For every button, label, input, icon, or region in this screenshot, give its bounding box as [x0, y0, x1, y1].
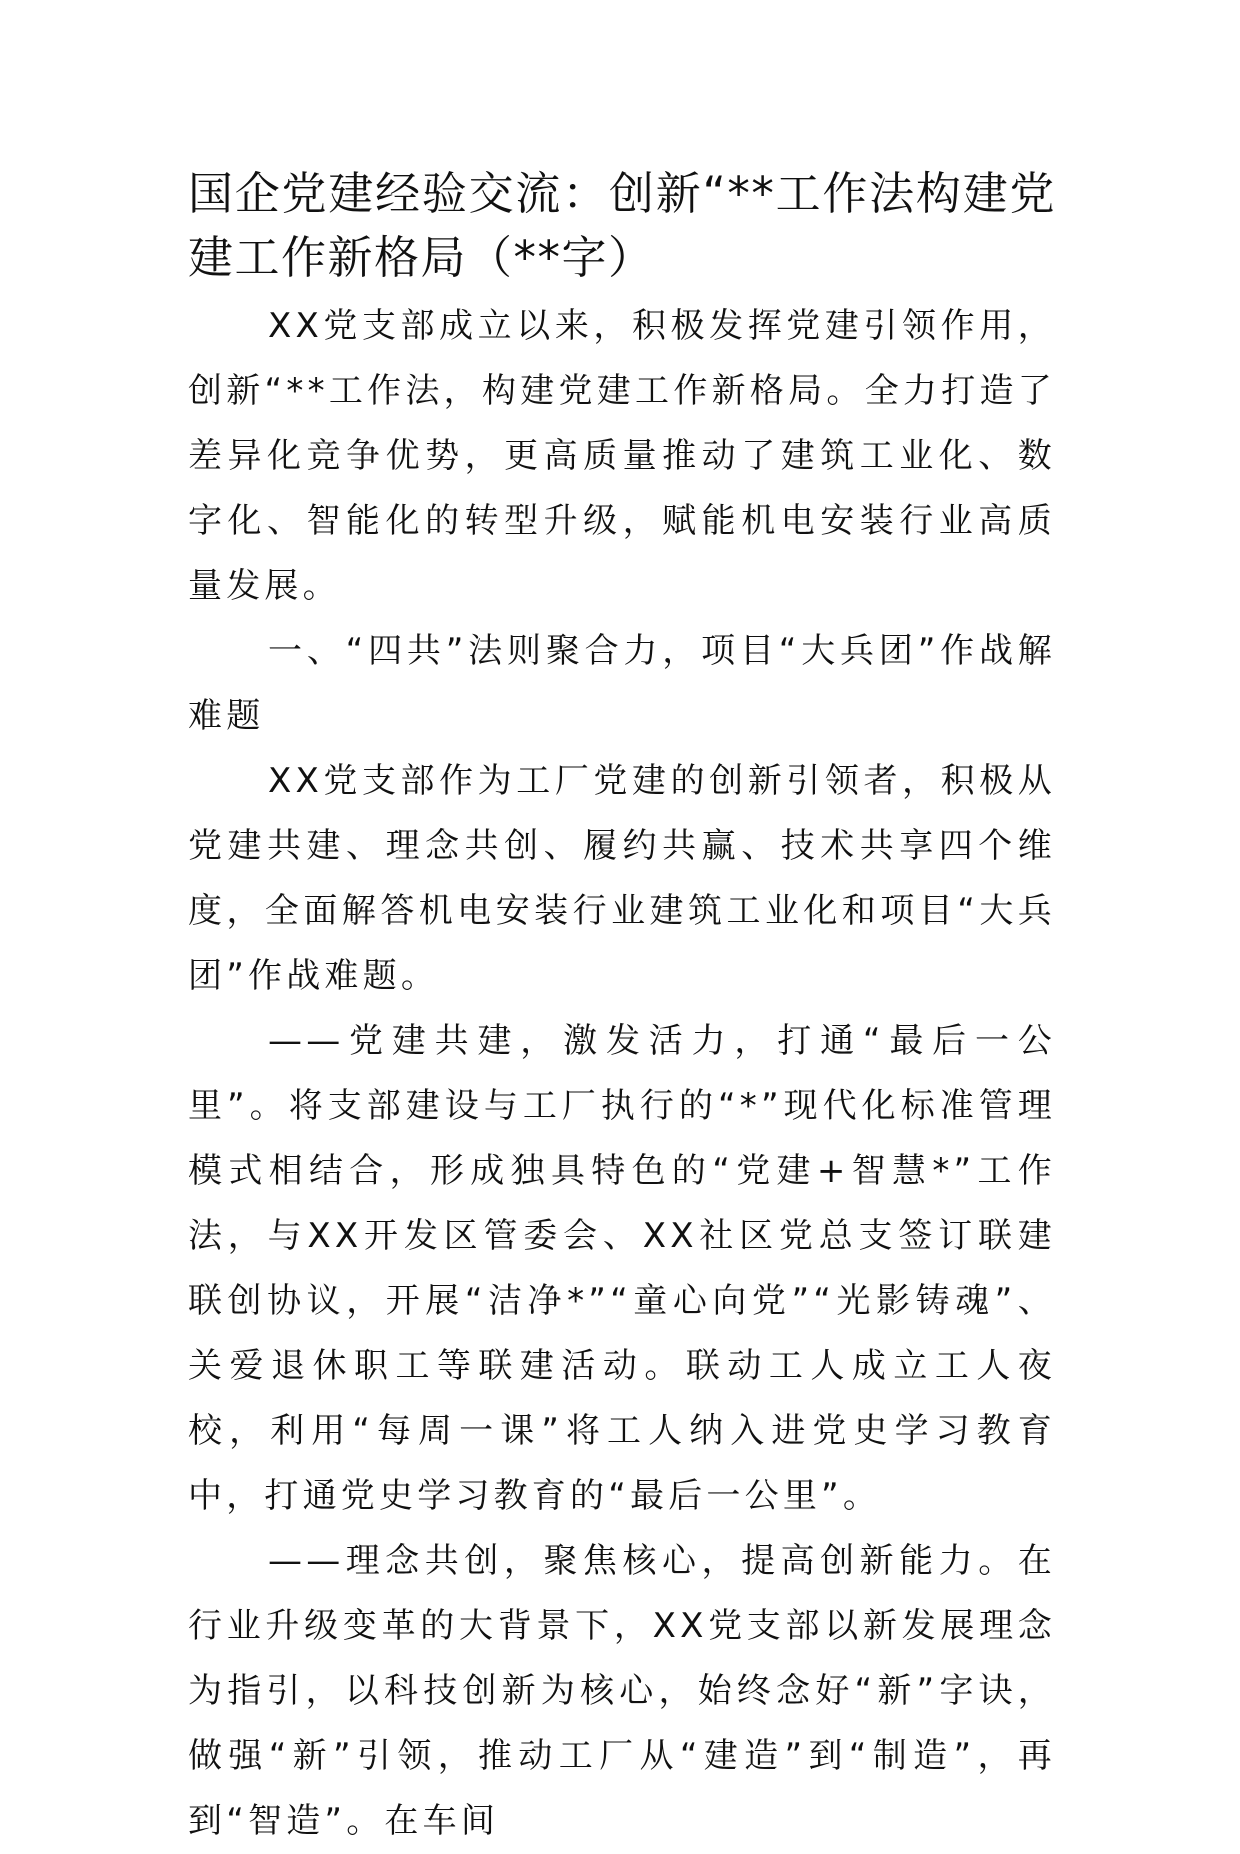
section-1-intro-paragraph: XX党支部作为工厂党建的创新引领者，积极从党建共建、理念共创、履约共赢、技术共享四个维度，全面解答机电安装行业建筑工业化和项目“大兵团”作战难题。 — [188, 761, 1056, 996]
party-co-building-paragraph: ——党建共建，激发活力，打通“最后一公里”。将支部建设与工厂执行的“*”现代化标准管理模式相结合，形成独具特色的“党建+智慧*”工作法，与XX开发区管委会、XX社区党总支签订联建联创协议，开展“洁净*”“童心向党”“光影铸魂”、关爱退休职工等联建活动。联动工人成立工人夜校，利用“每周一课”将工人纳入进党史学习教育中，打通党史学习教育的“最后一公里”。 — [188, 1021, 1056, 1516]
section-heading-1: 一、“四共”法则聚合力，项目“大兵团”作战解难题 — [188, 631, 1056, 736]
document-page — [188, 162, 1056, 1854]
intro-paragraph: XX党支部成立以来，积极发挥党建引领作用，创新“**工作法，构建党建工作新格局。全力打造了差异化竞争优势，更高质量推动了建筑工业化、数字化、智能化的转型升级，赋能机电安装行业高质量发展。 — [188, 306, 1056, 606]
concept-co-creation-paragraph: ——理念共创，聚焦核心，提高创新能力。在行业升级变革的大背景下，XX党支部以新发展理念为指引，以科技创新为核心，始终念好“新”字诀，做强“新”引领，推动工厂从“建造”到“制造”，再到“智造”。在车间 — [188, 1541, 1056, 1841]
document-title: 国企党建经验交流：创新“**工作法构建党建工作新格局（**字） — [188, 167, 1056, 284]
